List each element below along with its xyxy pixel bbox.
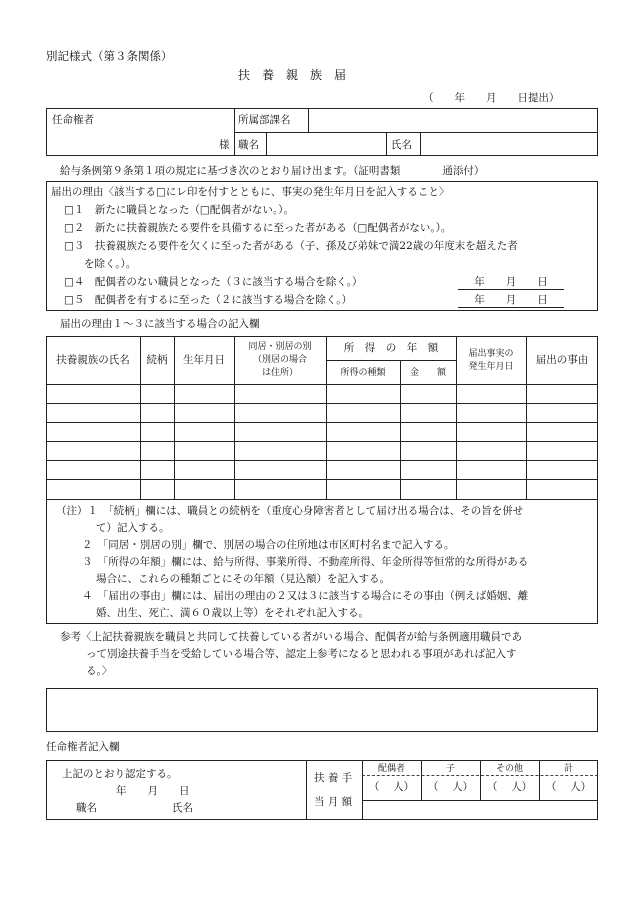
col-cohabitation: 同居・別居の別 <box>248 342 312 352</box>
col-cohabitation-3: は住所） <box>261 368 298 378</box>
col-fact-date: 届出事実の <box>468 349 514 359</box>
note-4-cont: 婚、出生、死亡、満６０歳以上等）をそれぞれ記入する。 <box>96 607 369 619</box>
reason-item-2[interactable]: □２ 新たに扶養親族たる要件を具備するに至った者がある（□配偶者がない。）。 <box>64 222 452 234</box>
reason-item-3-cont: を除く。）。 <box>84 258 137 270</box>
appointer-label: 任命権者 <box>52 114 94 126</box>
post-label: 職名 <box>238 139 259 151</box>
note-1: （注）１ 「続柄」欄には、職員との続柄を（重度心身障害者として届け出る場合は、その旨を併せ <box>56 505 524 517</box>
document-title: 扶 養 親 族 届 <box>238 68 347 82</box>
note-2: ２ 「同居・別居の別」欄で、別居の場合の住所地は市区町村名まで記入する。 <box>82 539 455 551</box>
reference-line-3: る。〉 <box>86 665 113 677</box>
col-relation: 続柄 <box>146 354 168 366</box>
col-fact-date-2: 発生年月日 <box>468 362 514 372</box>
note-4: ４ 「届出の事由」欄には、届出の理由の２又は３に該当する場合にその事由（例えば婚姻、離 <box>82 590 529 602</box>
certifier-post: 職名 <box>76 802 97 814</box>
certified-date[interactable]: 年 月 日 <box>116 785 190 797</box>
col-income: 所 得 の 年 額 <box>343 342 439 354</box>
appointer-section-caption: 任命権者記入欄 <box>46 741 120 753</box>
allowance-label: 扶 養 手 <box>314 772 353 784</box>
allowance-label-2: 当 月 額 <box>314 796 353 808</box>
department-label: 所属部課名 <box>238 114 291 126</box>
reference-line-1: 参考〈上記扶養親族を職員と共同して扶養している者がいる場合、配偶者が給与条例適用職員であ <box>60 631 522 643</box>
reference-line-2: って別途扶養手当を受給している場合等、認定上参考になると思われる事項があれば記入す <box>86 648 517 660</box>
col-income-type: 所得の種類 <box>340 368 386 378</box>
cat-other: その他 <box>495 764 523 774</box>
reason-item-3[interactable]: □３ 扶養親族たる要件を欠くに至った者がある（子、孫及び弟妹で満22歳の年度末を超えた者 <box>64 240 518 252</box>
col-income-amount: 金 額 <box>409 368 446 378</box>
submission-date: （ 年 月 日提出） <box>423 92 560 104</box>
certified-text: 上記のとおり認定する。 <box>62 768 178 780</box>
sama-label: 様 <box>219 139 230 151</box>
count-child[interactable]: （ 人） <box>427 781 474 793</box>
reference-field[interactable] <box>46 688 598 732</box>
cat-spouse: 配偶者 <box>377 764 405 774</box>
form-label: 別記様式（第３条関係） <box>46 49 173 63</box>
col-birthdate: 生年月日 <box>183 354 225 366</box>
cat-total: 計 <box>563 764 573 774</box>
count-spouse[interactable]: （ 人） <box>368 781 415 793</box>
reason-4-date-field[interactable]: 年 月 日 <box>458 275 564 290</box>
col-cohabitation-2: （別居の場合 <box>252 355 307 365</box>
name-label: 氏名 <box>391 139 412 151</box>
count-total[interactable]: （ 人） <box>545 781 592 793</box>
reason-item-1[interactable]: □１ 新たに職員となった（□配偶者がない。）。 <box>64 204 294 216</box>
count-other[interactable]: （ 人） <box>486 781 533 793</box>
note-3: ３ 「所得の年額」欄には、給与所得、事業所得、不動産所得、年金所得等恒常的な所得がある <box>82 556 529 568</box>
note-3-cont: 場合に、これらの種類ごとにその年額（見込額）を記入する。 <box>96 573 390 585</box>
reasons-heading: 届出の理由〈該当する□にレ印を付すとともに、事実の発生年月日を記入すること〉 <box>51 186 450 198</box>
reason-item-5[interactable]: □５ 配偶者を有するに至った（２に該当する場合を除く。） <box>64 294 352 306</box>
col-reason: 届出の事由 <box>535 354 589 366</box>
cat-child: 子 <box>445 764 455 774</box>
dependents-caption: 届出の理由１～３に該当する場合の記入欄 <box>60 318 260 330</box>
certifier-name: 氏名 <box>172 802 193 814</box>
reason-item-4[interactable]: □４ 配偶者のない職員となった（３に該当する場合を除く。） <box>64 276 363 288</box>
col-dependent-name: 扶養親族の氏名 <box>56 354 130 366</box>
intro-text: 給与条例第９条第１項の規定に基づき次のとおり届け出ます。（証明書類 通添付） <box>60 165 485 177</box>
note-1-cont: て）記入する。 <box>96 522 170 534</box>
reason-5-date-field[interactable]: 年 月 日 <box>458 293 564 308</box>
